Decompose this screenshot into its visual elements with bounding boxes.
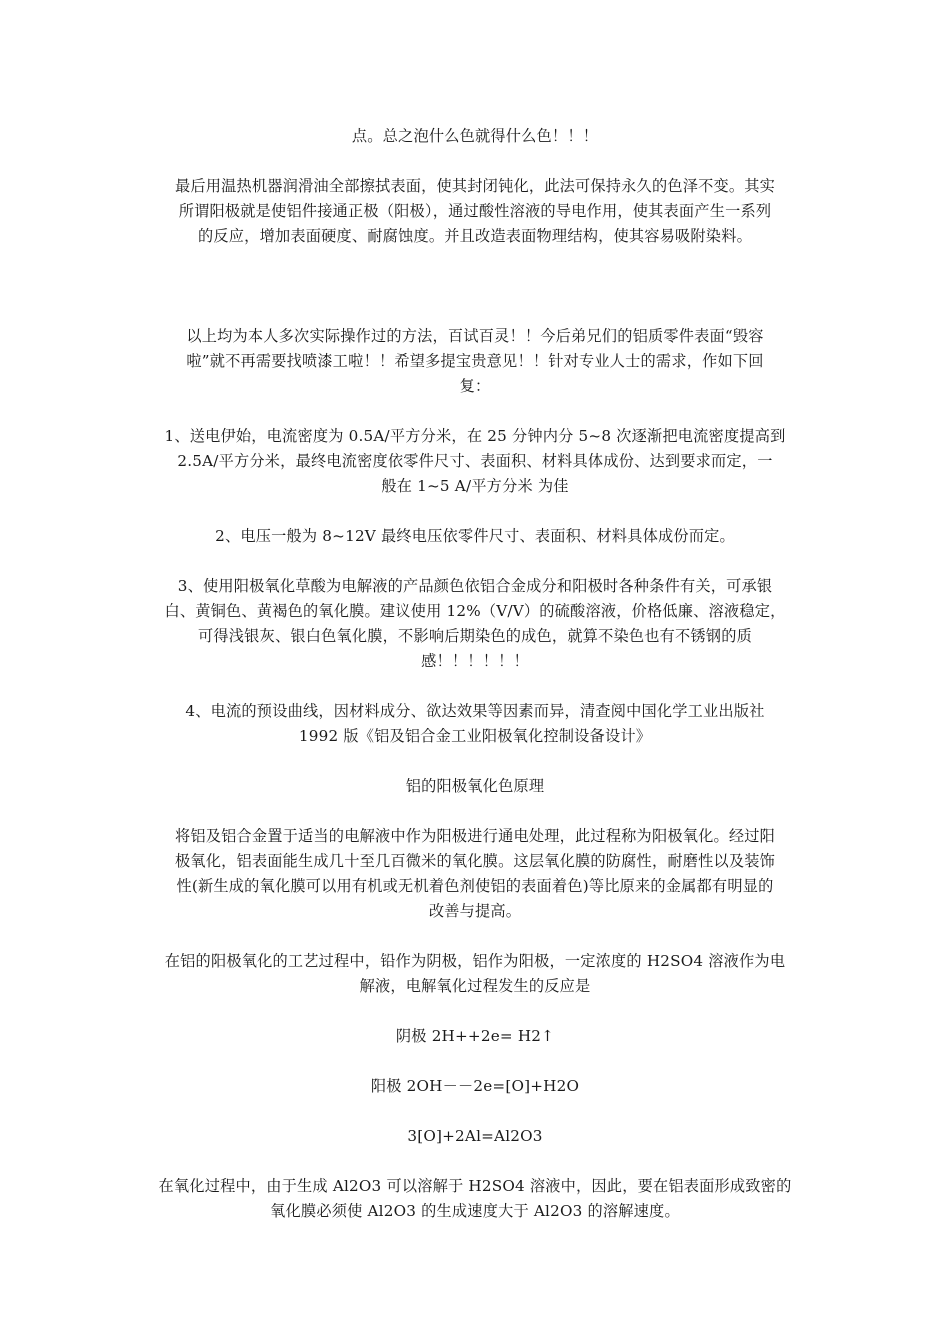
text-line: 改善与提高。 (428, 902, 522, 920)
paragraph-item-4-current-curve (148, 699, 802, 749)
text-line: 般在 1~5 A/平方分米 为佳 (381, 477, 569, 495)
section-heading (148, 774, 802, 799)
equation-cathode (148, 1024, 802, 1049)
text-line: 阴极 2H++2e= H2↑ (395, 1027, 555, 1045)
text-line: 极氧化，铝表面能生成几十至几百微米的氧化膜。这层氧化膜的防腐性，耐磨性以及装饰 (174, 852, 776, 870)
document-page (148, 124, 802, 1224)
paragraph-item-3-electrolyte (148, 574, 802, 674)
paragraph-author-note (148, 324, 802, 399)
paragraph-item-2-voltage (148, 524, 802, 549)
text-line: 在氧化过程中，由于生成 Al2O3 可以溶解于 H2SO4 溶液中，因此，要在铝表面形成致密的 (158, 1177, 792, 1195)
paragraph-sealing (148, 174, 802, 249)
paragraph-item-1-current-density (148, 424, 802, 499)
paragraph-anodizing-definition (148, 824, 802, 924)
text-line: 4、电流的预设曲线，因材料成分、欲达效果等因素而异，清查阅中国化学工业出版社 (185, 702, 765, 720)
text-line: 1、送电伊始，电流密度为 0.5A/平方分米，在 25 分钟内分 5~8 次逐渐把电流密度提高到 (164, 427, 786, 445)
text-line: 最后用温热机器润滑油全部擦拭表面，使其封闭钝化，此法可保持永久的色泽不变。其实 (174, 177, 776, 195)
text-line: 3、使用阳极氧化草酸为电解液的产品颜色依铝合金成分和阳极时各种条件有关，可承银 (177, 577, 773, 595)
text-line: 2、电压一般为 8~12V 最终电压依零件尺寸、表面积、材料具体成份而定。 (215, 527, 735, 545)
text-line: 的反应，增加表面硬度、耐腐蚀度。并且改造表面物理结构，使其容易吸附染料。 (198, 227, 752, 245)
text-line: 以上均为本人多次实际操作过的方法，百试百灵！！今后弟兄们的铝质零件表面“毁容 (186, 327, 764, 345)
text-line: 性(新生成的氧化膜可以用有机或无机着色剂使铝的表面着色)等比原来的金属都有明显的 (176, 877, 774, 895)
text-line: 氧化膜必须使 Al2O3 的生成速度大于 Al2O3 的溶解速度。 (270, 1202, 680, 1220)
text-line: 点。总之泡什么色就得什么色！！！ (351, 127, 599, 145)
text-line: 将铝及铝合金置于适当的电解液中作为阳极进行通电处理，此过程称为阳极氧化。经过阳 (174, 827, 776, 845)
equation-anode (148, 1074, 802, 1099)
text-line: 啦”就不再需要找喷漆工啦！！希望多提宝贵意见！！针对专业人士的需求，作如下回 (186, 352, 764, 370)
text-line: 铝的阳极氧化色原理 (405, 777, 545, 795)
text-line: 2.5A/平方分米，最终电流密度依零件尺寸、表面积、材料具体成份、达到要求而定，一 (177, 452, 773, 470)
text-line: 可得浅银灰、银白色氧化膜，不影响后期染色的成色，就算不染色也有不锈钢的质 (198, 627, 752, 645)
equation-oxide (148, 1124, 802, 1149)
text-line: 感！！！！！！ (421, 652, 529, 670)
text-line: 3[O]+2Al=Al2O3 (407, 1127, 543, 1145)
text-line: 解液，电解氧化过程发生的反应是 (359, 977, 591, 995)
paragraph-process (148, 949, 802, 999)
text-line: 所谓阳极就是使铝件接通正极（阳极），通过酸性溶液的导电作用，使其表面产生一系列 (178, 202, 772, 220)
paragraph-dye-color (148, 124, 802, 149)
text-line: 1992 版《铝及铝合金工业阳极氧化控制设备设计》 (298, 727, 652, 745)
paragraph-dissolution (148, 1174, 802, 1224)
text-line: 在铝的阳极氧化的工艺过程中，铅作为阴极，铝作为阳极，一定浓度的 H2SO4 溶液作为电 (164, 952, 786, 970)
text-line: 复： (459, 377, 491, 395)
text-line: 阳极 2OH－－2e=[O]+H2O (370, 1077, 580, 1095)
text-line: 白、黄铜色、黄褐色的氧化膜。建议使用 12%（V/V）的硫酸溶液，价格低廉、溶液稳定， (164, 602, 786, 620)
